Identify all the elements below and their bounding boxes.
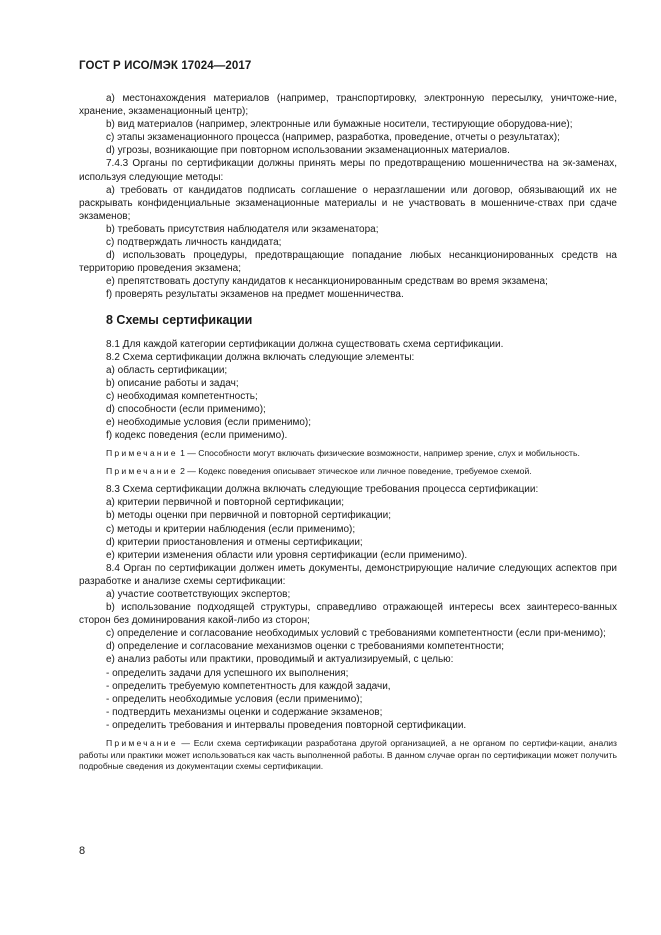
item-8-4-a: a) участие соответствующих экспертов; [106,589,291,600]
clause-7-4-3: 7.4.3 Органы по сертификации должны принять меры по предотвращению мошенничества на эк-заменах, используя следующие методы: [79,158,617,183]
clause-8-1: 8.1 Для каждой категории сертификации должна существовать схема сертификации. [106,338,504,350]
item-8-2-f: f) кодекс поведения (если применимо). [106,430,288,442]
item-7-4-3-f: f) проверять результаты экзаменов на предмет мошенничества. [106,289,404,301]
note-label: Примечание [106,465,178,476]
note-3 [79,738,617,773]
item-8-2-b: b) описание работы и задач; [106,377,239,389]
section-heading: 8 Схемы сертификации [106,312,253,327]
item-7-4-3-b: b) требовать присутствия наблюдателя или экзаменатора; [106,223,379,235]
item-7-4-2-a: a) местонахождения материалов (например, транспортировку, электронную пересылку, уничтоже-ние, хранение, экзаменационный центр); [79,93,617,118]
item-7-4-2-d: d) угрозы, возникающие при повторном использовании экзаменационных материалов. [106,145,510,157]
item-8-4-d: d) определение и согласование механизмов оценки с требованиями компетентности; [106,641,505,653]
item-8-3-a: a) критерии первичной и повторной сертификации; [106,497,345,509]
item-8-2-d: d) способности (если применимо); [106,403,266,415]
item-8-2-e: e) необходимые условия (если применимо); [106,417,311,429]
page-content [79,92,617,773]
clause-8-4: 8.4 Орган по сертификации должен иметь документы, демонстрирующие наличие следующих аспектов при разработке и анализе схемы сертификации: [79,562,617,587]
item-7-4-3-d: d) использовать процедуры, предотвращающие попадание любых несанкционированных средств на территорию проведения экзамена; [79,250,617,275]
document-header: ГОСТ Р ИСО/МЭК 17024—2017 [79,60,252,72]
item-8-3-d: d) критерии приостановления и отмены сертификации; [106,536,363,548]
item-8-4-e: e) анализ работы или практики, проводимый и актуализируемый, с целью: [106,654,454,666]
dash-item: - определить задачи для успешного их выполнения; [106,667,349,679]
clause-8-3: 8.3 Схема сертификации должна включать следующие требования процесса сертификации: [106,484,539,496]
note-text: — Если схема сертификации разработана другой организацией, а не органом по сертифи-кации, анализ работы или практики может использоваться как часть выполненной работы. В данном случае орган по сертификации может получить подробные сведения из документации схемы сертификации. [79,738,617,772]
dash-item: - определить необходимые условия (если применимо); [106,693,363,705]
item-8-3-c: c) методы и критерии наблюдения (если применимо); [106,523,356,535]
note-1 [79,448,617,460]
item-8-2-a: a) область сертификации; [106,364,228,376]
note-text: 2 — Кодекс поведения описывает этическое или личное поведение, требуемое схемой. [177,465,532,476]
note-2 [79,466,617,478]
dash-item: - определить требования и интервалы проведения повторной сертификации. [106,719,467,731]
item-8-2-c: c) необходимая компетентность; [106,390,258,402]
dash-item: - подтвердить механизмы оценки и содержание экзаменов; [106,706,383,718]
item-7-4-2-c: c) этапы экзаменационного процесса (например, разработка, проведение, отчеты о результатах); [106,132,560,144]
note-label: Примечание [106,448,178,459]
item-7-4-3-e: e) препятствовать доступу кандидатов к несанкционированным средствам во время экзамена; [106,276,548,288]
item-7-4-3-c: c) подтверждать личность кандидата; [106,237,282,249]
item-7-4-3-a: a) требовать от кандидатов подписать соглашение о неразглашении или договор, обязывающий их не раскрывать конфиденциальные экзаменационные материалы и не участвовать в мошенниче-ствах при сдаче экзаменов; [79,184,617,222]
item-8-4-b: b) использование подходящей структуры, справедливо отражающей интересы всех заинтересо-ванных сторон без доминирования какой-либо из сторон; [79,602,617,627]
clause-8-2: 8.2 Схема сертификации должна включать следующие элементы: [106,351,415,363]
note-text: 1 — Способности могут включать физические возможности, например зрение, слух и мобильность. [177,448,580,459]
item-8-4-c: c) определение и согласование необходимых условий с требованиями компетентности (если при-менимо); [106,628,606,640]
dash-item: - определить требуемую компетентность для каждой задачи, [106,680,391,692]
item-8-3-b: b) методы оценки при первичной и повторной сертификации; [106,510,392,522]
page-number: 8 [79,845,86,857]
item-8-3-e: e) критерии изменения области или уровня сертификации (если применимо). [106,549,468,561]
item-7-4-2-b: b) вид материалов (например, электронные или бумажные носители, тестирующие оборудова-ние); [106,119,573,131]
note-label: Примечание [106,738,178,749]
